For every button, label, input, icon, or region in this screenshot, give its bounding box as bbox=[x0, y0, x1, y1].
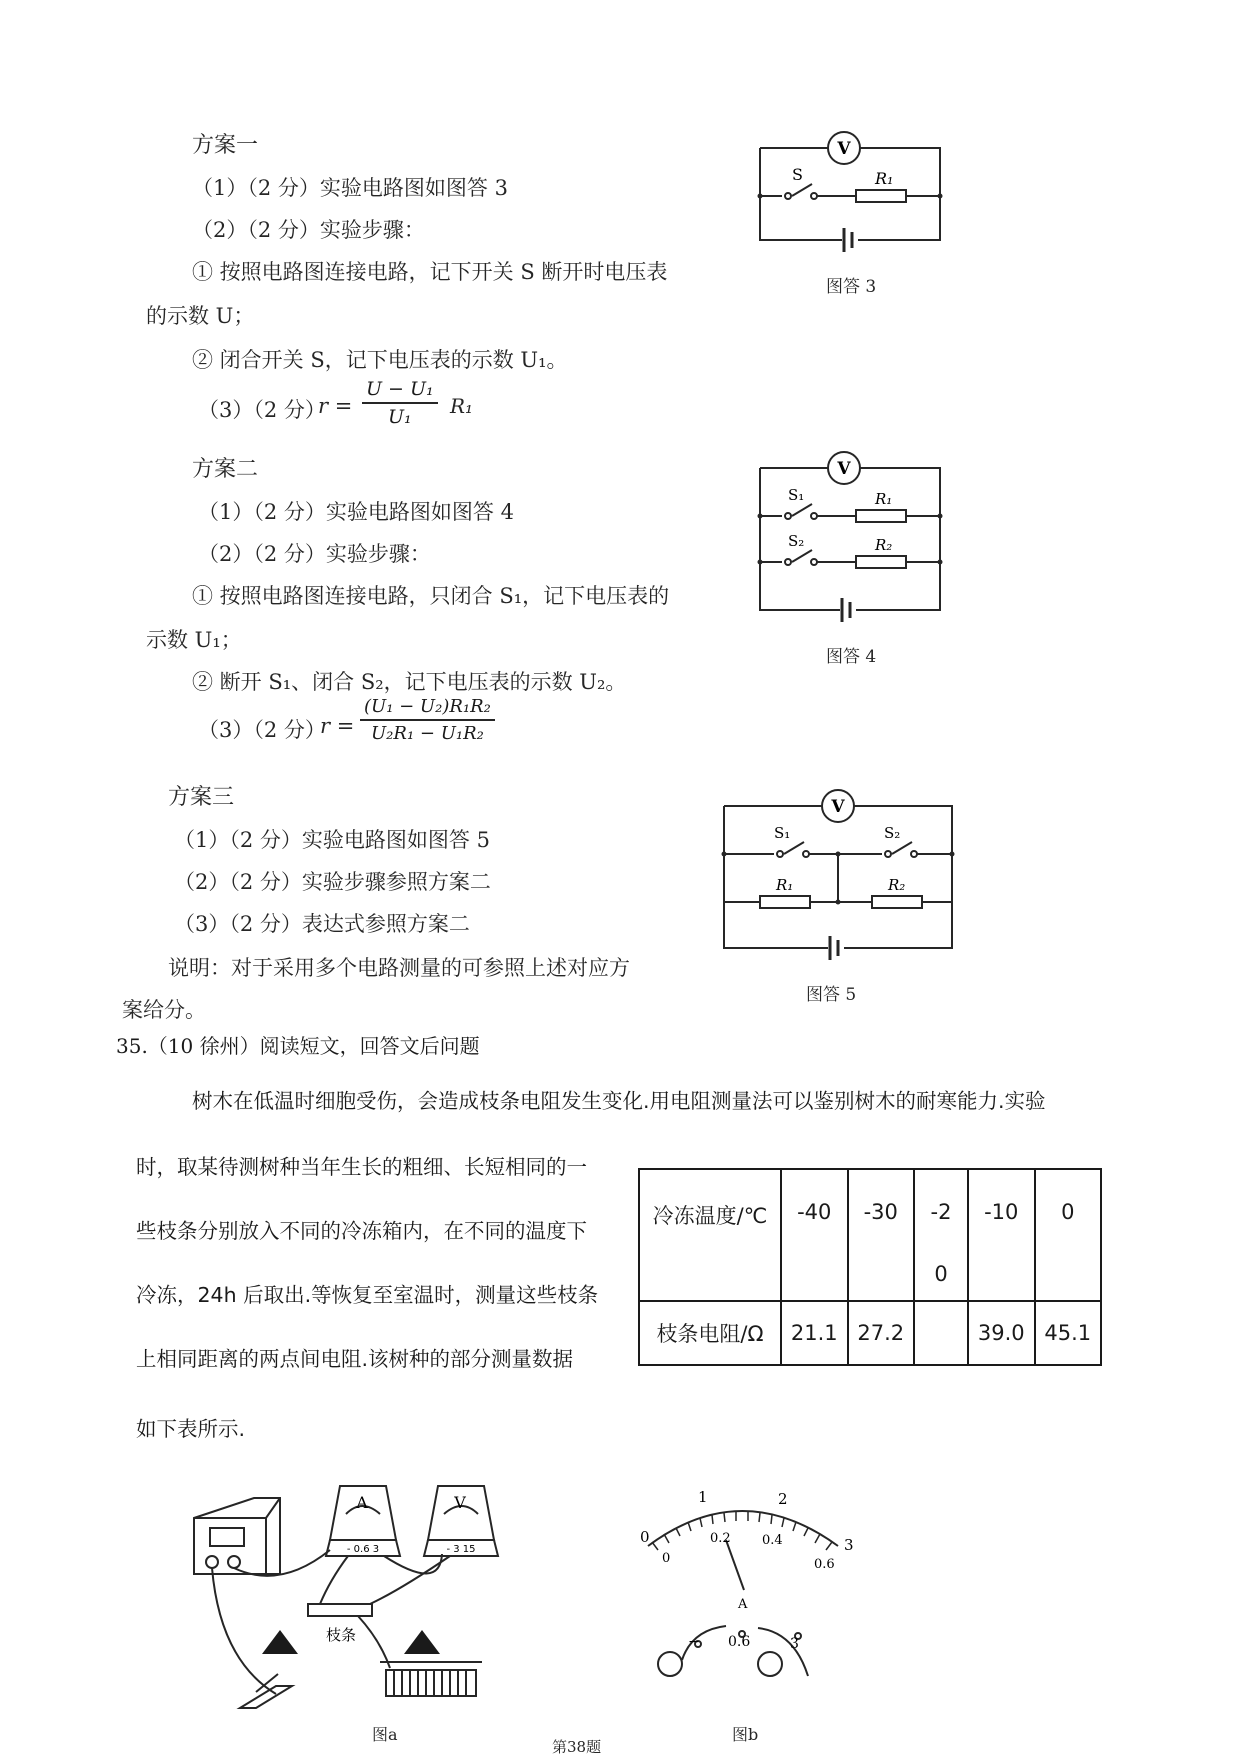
fig-b-terminal-06: 0.6 bbox=[728, 1634, 751, 1650]
scheme3-step2: （2）（2 分）实验步骤参照方案二 bbox=[174, 870, 491, 894]
scheme1-formula-denominator: U₁ bbox=[388, 406, 412, 428]
fig-b-terminal-minus: − bbox=[688, 1634, 700, 1650]
table-cell bbox=[914, 1301, 968, 1365]
table-cell: -10 bbox=[968, 1169, 1035, 1301]
question35-para-line5: 上相同距离的两点间电阻.该树种的部分测量数据 bbox=[136, 1347, 574, 1371]
question35-para-line4: 冷冻，24h 后取出.等恢复至室温时，测量这些枝条 bbox=[136, 1283, 599, 1307]
scheme3-title: 方案三 bbox=[168, 785, 235, 810]
circuit-figure-4 bbox=[760, 448, 950, 622]
scheme1-item1b: 的示数 U； bbox=[146, 304, 255, 328]
question35-para-line1: 树木在低温时细胞受伤，会造成枝条电阻发生变化.用电阻测量法可以鉴别树木的耐寒能力.实验 bbox=[192, 1089, 1046, 1113]
fig-b-terminal-3: 3 bbox=[790, 1636, 799, 1652]
switch-s-label: S bbox=[792, 165, 803, 184]
switch-s2-label: S₂ bbox=[884, 824, 901, 842]
scale-bottom-3: 0.6 bbox=[814, 1557, 835, 1572]
resistor-r1-label: R₁ bbox=[776, 876, 794, 894]
table-cell: 27.2 bbox=[848, 1301, 915, 1365]
scheme1-formula-tail: R₁ bbox=[450, 394, 474, 418]
scheme2-step3: （3）（2 分） bbox=[198, 718, 326, 742]
scheme2-step2: （2）（2 分）实验步骤： bbox=[198, 542, 431, 566]
scheme1-item2: ② 闭合开关 S，记下电压表的示数 U₁。 bbox=[192, 348, 568, 372]
scale-top-3: 3 bbox=[844, 1536, 854, 1554]
table-cell bbox=[914, 1169, 968, 1301]
voltmeter-label: V bbox=[837, 139, 851, 159]
table-cell-text: -2 bbox=[930, 1200, 952, 1224]
circuit-figure-5 bbox=[724, 786, 954, 960]
scheme1-formula-fraction bbox=[362, 378, 438, 428]
voltmeter-letter: V bbox=[454, 1493, 466, 1512]
question35-para-line3: 些枝条分别放入不同的冷冻箱内，在不同的温度下 bbox=[136, 1219, 587, 1243]
table-row-resistance bbox=[639, 1301, 1101, 1365]
ammeter-letter: A bbox=[356, 1493, 368, 1512]
scheme3-step1: （1）（2 分）实验电路图如图答 5 bbox=[174, 828, 490, 852]
scheme3-step3: （3）（2 分）表达式参照方案二 bbox=[174, 912, 470, 936]
resistor-r1-label: R₁ bbox=[875, 490, 893, 508]
scheme1-title: 方案一 bbox=[192, 133, 259, 158]
figure-caption-5: 图答 5 bbox=[806, 985, 857, 1005]
question35-para-line2: 时，取某待测树种当年生长的粗细、长短相同的一 bbox=[136, 1155, 587, 1179]
table-cell: 0 bbox=[1035, 1169, 1102, 1301]
scale-bottom-0: 0 bbox=[662, 1551, 671, 1566]
scheme1-step1: （1）（2 分）实验电路图如图答 3 bbox=[192, 176, 508, 200]
figure-b-caption: 图b bbox=[732, 1725, 759, 1744]
scheme2-formula-lhs: r = bbox=[320, 714, 355, 738]
scheme2-formula-denominator: U₂R₁ − U₁R₂ bbox=[371, 723, 484, 744]
scheme2-item1a: ① 按照电路图连接电路，只闭合 S₁，记下电压表的 bbox=[192, 584, 670, 608]
table-cell: 45.1 bbox=[1035, 1301, 1102, 1365]
figure-caption-3: 图答 3 bbox=[826, 277, 877, 297]
scheme1-item1a: ① 按照电路图连接电路，记下开关 S 断开时电压表 bbox=[192, 260, 668, 284]
question35-header: 35.（10 徐州）阅读短文，回答文后问题 bbox=[116, 1034, 480, 1058]
circuit-figure-3 bbox=[760, 128, 950, 252]
scheme2-formula-fraction bbox=[360, 696, 495, 744]
table-cell-wrap: 0 bbox=[934, 1262, 948, 1286]
resistor-r2-label: R₂ bbox=[875, 536, 893, 554]
scheme2-step1: （1）（2 分）实验电路图如图答 4 bbox=[198, 500, 514, 524]
table-header-temperature: 冷冻温度/℃ bbox=[639, 1169, 781, 1301]
voltmeter-label: V bbox=[831, 797, 845, 817]
table-header-resistance: 枝条电阻/Ω bbox=[639, 1301, 781, 1365]
branch-label: 枝条 bbox=[326, 1626, 357, 1644]
scale-bottom-1: 0.2 bbox=[710, 1531, 731, 1546]
question35-para-line6: 如下表所示. bbox=[136, 1417, 246, 1441]
scale-bottom-2: 0.4 bbox=[762, 1533, 783, 1548]
figure-caption-4: 图答 4 bbox=[826, 647, 877, 667]
scheme1-step2: （2）（2 分）实验步骤： bbox=[192, 218, 425, 242]
switch-s1-label: S₁ bbox=[774, 824, 791, 842]
voltmeter-terminals: - 3 15 bbox=[446, 1544, 476, 1555]
measurement-table bbox=[638, 1168, 1102, 1366]
fig-b-letter: A bbox=[738, 1597, 748, 1612]
scheme2-formula-numerator: (U₁ − U₂)R₁R₂ bbox=[360, 696, 495, 721]
ammeter-terminals: - 0.6 3 bbox=[346, 1544, 380, 1555]
scheme1-formula-lhs: r = bbox=[318, 394, 353, 418]
table-cell: 21.1 bbox=[781, 1301, 848, 1365]
scheme3-note-line2: 案给分。 bbox=[122, 998, 206, 1022]
resistor-r1-label: R₁ bbox=[875, 169, 894, 188]
table-cell: -40 bbox=[781, 1169, 848, 1301]
meter-dial-figure-b bbox=[622, 1480, 882, 1720]
scheme1-step3: （3）（2 分） bbox=[198, 398, 326, 422]
scheme2-item2: ② 断开 S₁、闭合 S₂，记下电压表的示数 U₂。 bbox=[192, 670, 627, 694]
voltmeter-label: V bbox=[837, 459, 851, 479]
scale-top-0: 0 bbox=[640, 1528, 650, 1546]
scheme2-title: 方案二 bbox=[192, 457, 259, 482]
table-cell: 39.0 bbox=[968, 1301, 1035, 1365]
figure-a-caption: 图a bbox=[372, 1725, 398, 1744]
question-caption: 第38题 bbox=[552, 1738, 602, 1756]
table-row-temperature bbox=[639, 1169, 1101, 1301]
apparatus-figure-a bbox=[180, 1480, 620, 1720]
table-cell: -30 bbox=[848, 1169, 915, 1301]
scheme3-note-line1: 说明：对于采用多个电路测量的可参照上述对应方 bbox=[168, 956, 630, 980]
scheme2-item1b: 示数 U₁； bbox=[146, 628, 242, 652]
resistor-r2-label: R₂ bbox=[888, 876, 906, 894]
scheme1-formula-numerator: U − U₁ bbox=[362, 378, 438, 404]
scale-top-1: 1 bbox=[698, 1488, 708, 1506]
switch-s2-label: S₂ bbox=[788, 532, 805, 550]
scale-top-2: 2 bbox=[778, 1490, 788, 1508]
switch-s1-label: S₁ bbox=[788, 486, 805, 504]
